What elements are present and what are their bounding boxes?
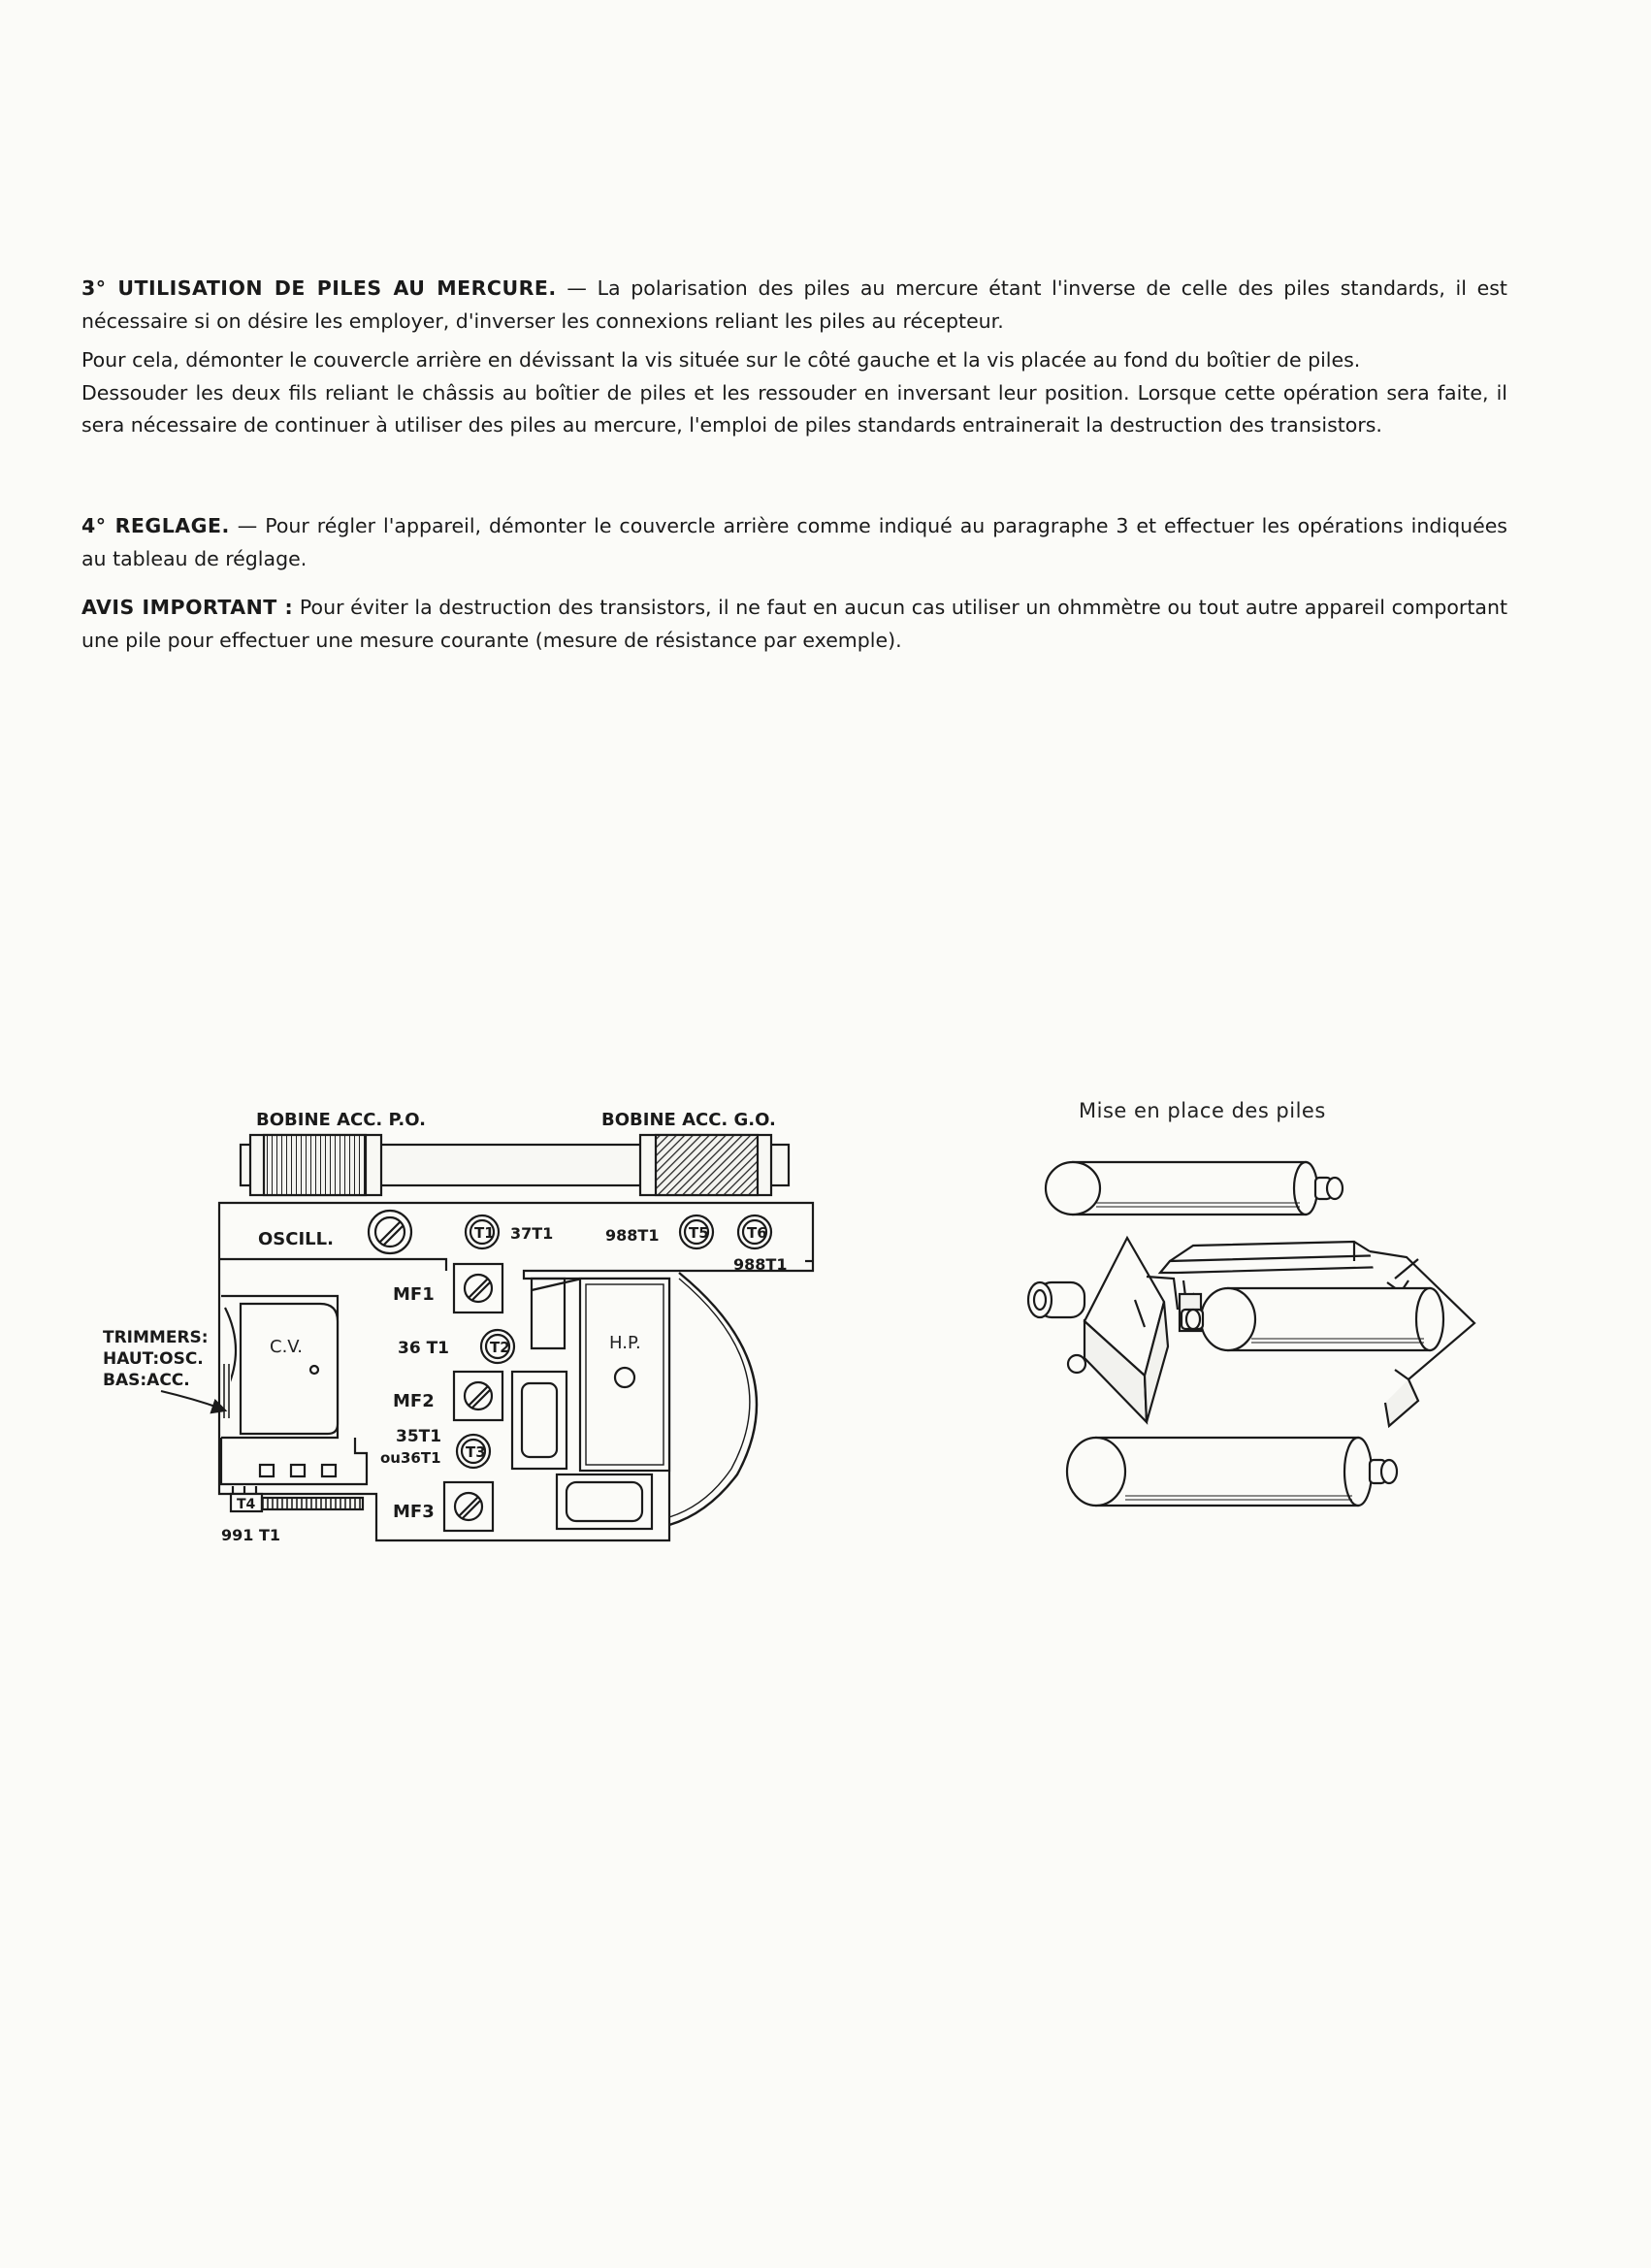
label-trimmers-2: HAUT:OSC. bbox=[103, 1349, 204, 1369]
label-t3: T3 bbox=[466, 1443, 486, 1461]
label-t6: T6 bbox=[747, 1224, 767, 1242]
label-t4-code: 991 T1 bbox=[221, 1526, 281, 1544]
battery-top bbox=[1046, 1162, 1343, 1215]
section-3-text-1: — La polarisation des piles au mercure étant l'inverse de celle des piles standards, il est nécessaire si on désire les employer, d'inverser les connexions reliant les piles au récepteur. bbox=[81, 276, 1507, 333]
label-oscill: OSCILL. bbox=[258, 1229, 334, 1249]
label-mf1: MF1 bbox=[393, 1284, 435, 1305]
battery-bottom bbox=[1067, 1438, 1397, 1506]
important-notice-heading: AVIS IMPORTANT : bbox=[81, 596, 294, 619]
label-mf2: MF2 bbox=[393, 1391, 435, 1411]
label-t2-code: 36 T1 bbox=[398, 1339, 450, 1358]
label-bobine-po: BOBINE ACC. P.O. bbox=[256, 1110, 426, 1130]
battery-caption: Mise en place des piles bbox=[1079, 1099, 1326, 1122]
label-t4: T4 bbox=[237, 1497, 256, 1512]
section-3-heading: 3° UTILISATION DE PILES AU MERCURE. bbox=[81, 276, 557, 300]
label-t5-code: 988T1 bbox=[605, 1226, 660, 1245]
label-mf3: MF3 bbox=[393, 1502, 435, 1522]
battery-diagram bbox=[1028, 1162, 1474, 1506]
label-t2: T2 bbox=[490, 1339, 510, 1356]
speaker bbox=[580, 1279, 669, 1471]
label-bobine-go: BOBINE ACC. G.O. bbox=[601, 1110, 776, 1130]
label-hp: H.P. bbox=[609, 1333, 641, 1353]
label-t5: T5 bbox=[689, 1224, 709, 1242]
label-t3-code-b: ou36T1 bbox=[380, 1449, 441, 1467]
label-cv: C.V. bbox=[270, 1337, 304, 1357]
label-trimmers-1: TRIMMERS: bbox=[103, 1328, 209, 1347]
battery-middle bbox=[1182, 1288, 1443, 1350]
chassis-diagram bbox=[161, 1135, 813, 1540]
section-4-text: — Pour régler l'appareil, démonter le couvercle arrière comme indiqué au paragraphe 3 et effectuer les opérations indiquées au tableau de réglage. bbox=[81, 514, 1507, 570]
label-t3-code-a: 35T1 bbox=[396, 1427, 442, 1446]
label-t1: T1 bbox=[474, 1224, 495, 1242]
section-3-paragraph-2: Pour cela, démonter le couvercle arrière en dévissant la vis située sur le côté gauche et la vis placée au fond du boîtier de piles. bbox=[81, 348, 1361, 372]
label-trimmers-3: BAS:ACC. bbox=[103, 1371, 190, 1390]
section-3-paragraph-3: Dessouder les deux fils reliant le châssis au boîtier de piles et les ressouder en inversant leur position. Lorsque cette opération sera faite, il sera nécessaire de continuer à utiliser des piles au mercure, l'emploi de piles standards entrainerait la destruction des transistors. bbox=[81, 380, 1507, 437]
label-t1-code: 37T1 bbox=[510, 1224, 554, 1243]
important-notice-text: Pour éviter la destruction des transistors, il ne faut en aucun cas utiliser un ohmmètre ou tout autre appareil comportant une pile pour effectuer une mesure courante (mesure de résistance par exemple). bbox=[81, 596, 1507, 652]
section-4-heading: 4° REGLAGE. bbox=[81, 514, 230, 537]
label-t6-code: 988T1 bbox=[733, 1255, 788, 1274]
